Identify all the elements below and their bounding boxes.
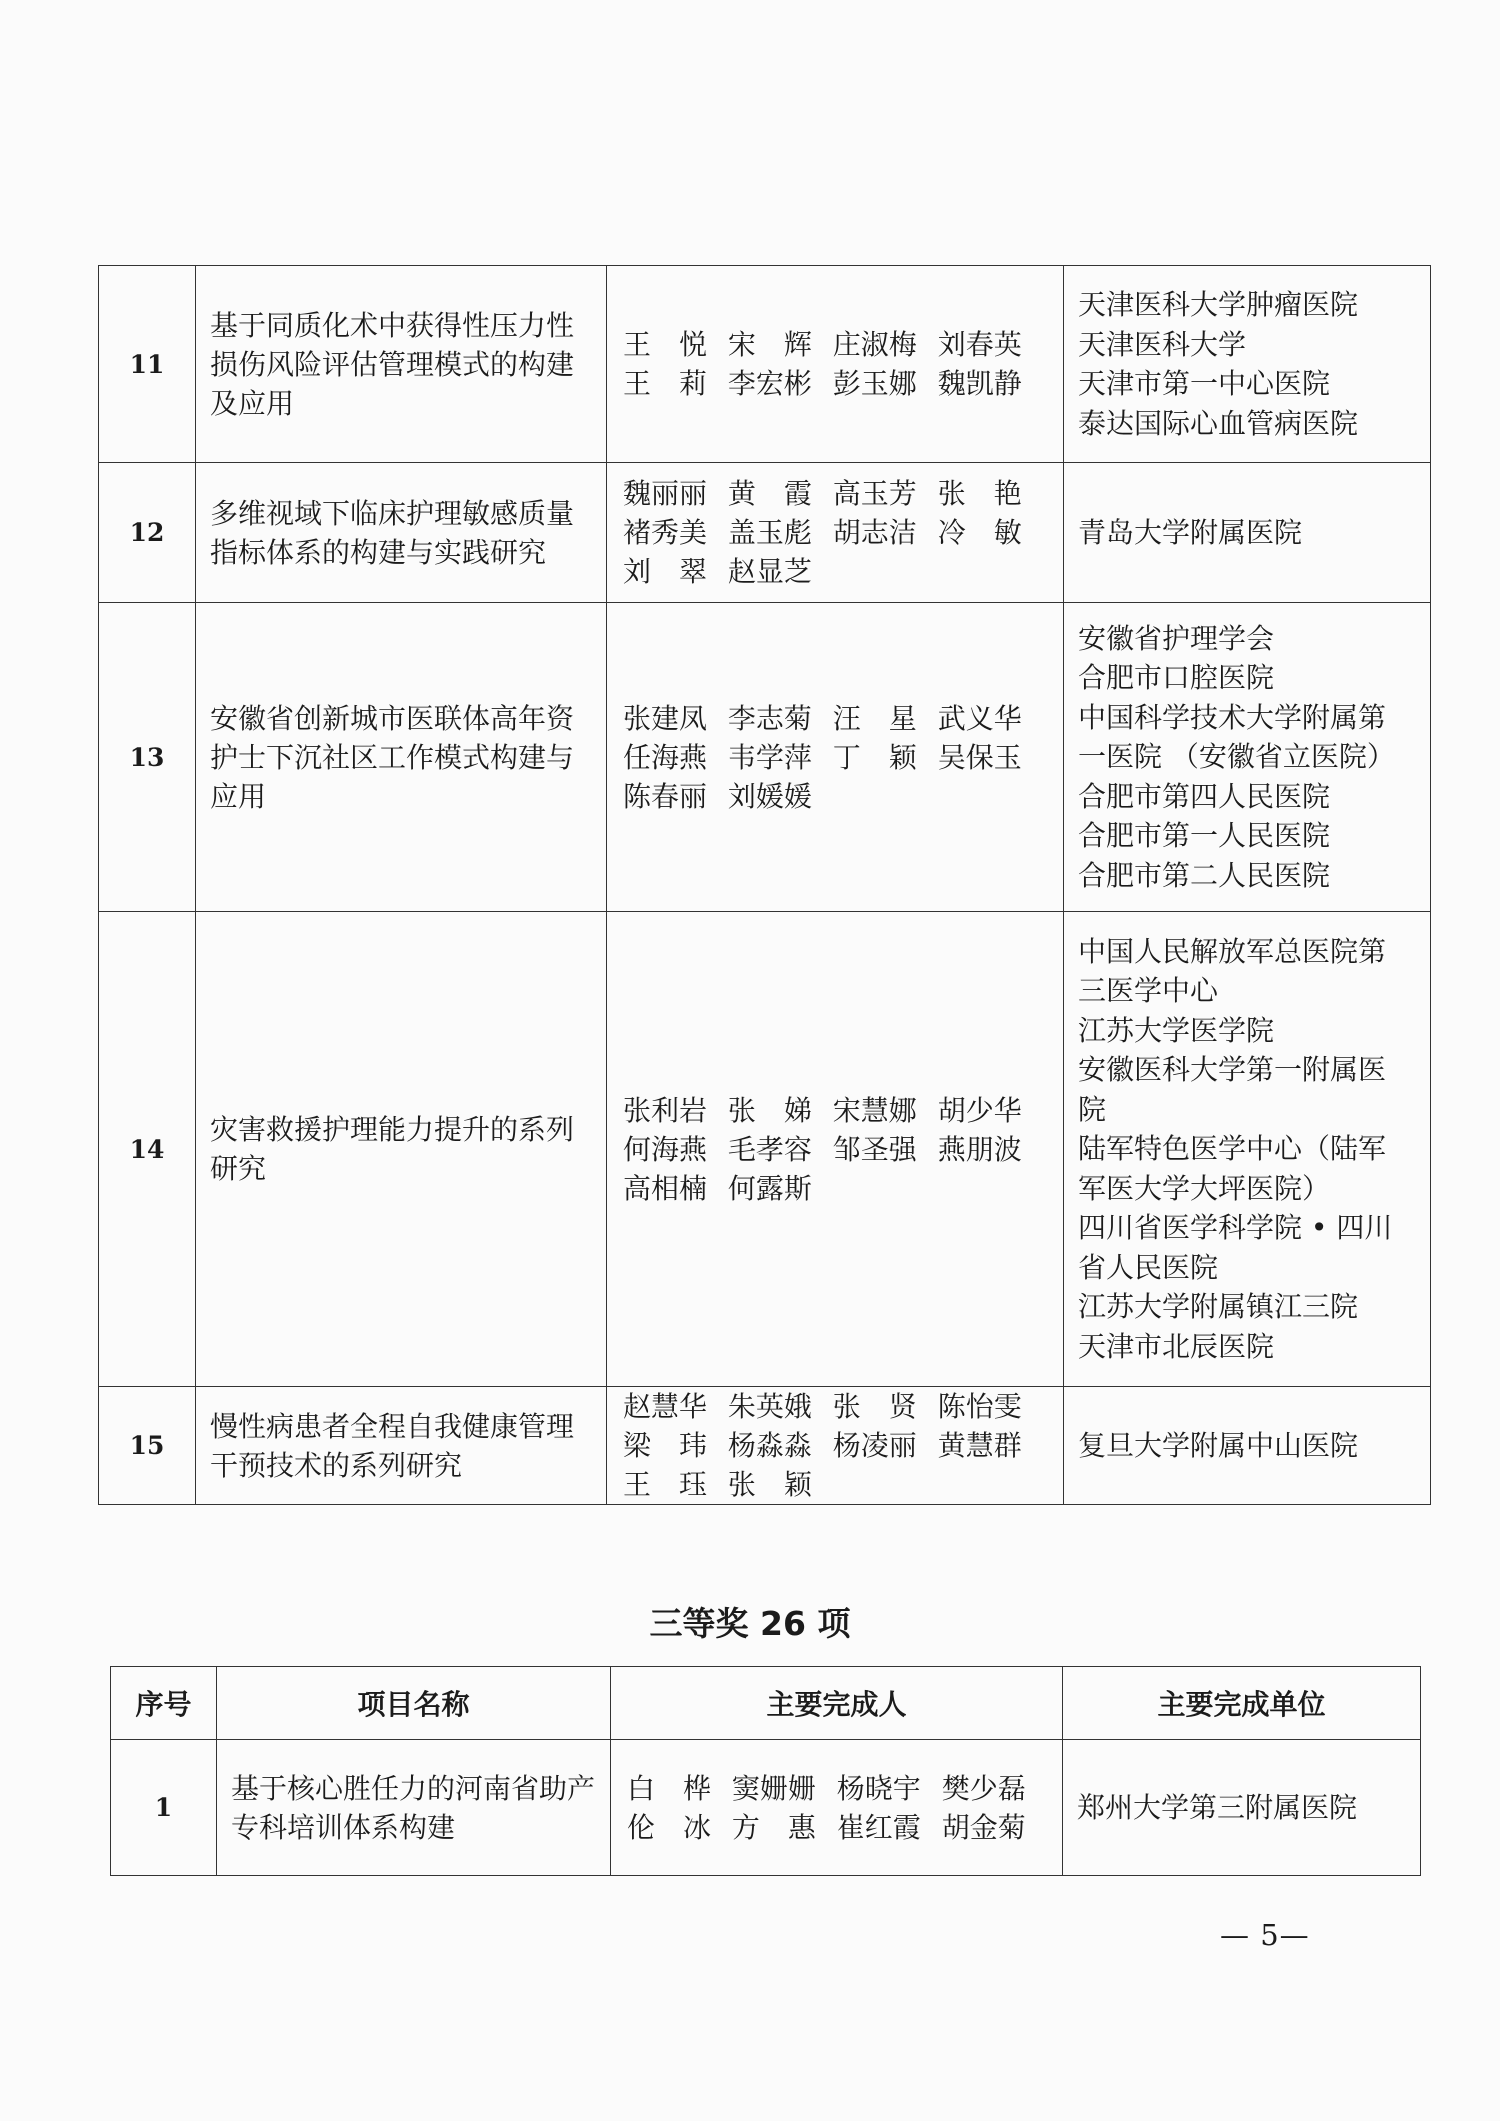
completers-line: 王 莉 李宏彬 彭玉娜 魏凯静 [623, 367, 1022, 400]
completers-line: 张利岩 张 娣 宋慧娜 胡少华 [623, 1093, 1022, 1127]
unit-line: 合肥市第一人民医院 [1078, 819, 1331, 853]
completers-line: 任海燕 韦学萍 丁 颖 吴保玉 [623, 740, 1022, 774]
completers-line: 白 桦 窦姗姗 杨晓宇 樊少磊 [627, 1771, 1026, 1805]
completers [607, 463, 1064, 603]
unit-line: 安徽医科大学第一附属医 [1078, 1053, 1387, 1087]
project-name: 灾害救援护理能力提升的系列研究 [196, 912, 607, 1387]
units [1064, 463, 1431, 603]
table-header-row [111, 1667, 1421, 1740]
completers-line: 陈春丽 刘媛媛 [623, 779, 812, 813]
completers-line: 何海燕 毛孝容 邹圣强 燕朋波 [623, 1132, 1022, 1166]
table-row [111, 1740, 1421, 1876]
project-name: 基于核心胜任力的河南省助产专科培训体系构建 [217, 1740, 611, 1876]
table-row [99, 266, 1431, 463]
row-number: 14 [99, 912, 196, 1387]
completers-line: 刘 翠 赵显芝 [623, 555, 812, 588]
completers [607, 603, 1064, 912]
unit-line: 天津市第一中心医院 [1078, 367, 1331, 400]
table-row [99, 912, 1431, 1387]
completers [607, 912, 1064, 1387]
page-number: — 5— [1220, 1918, 1310, 1952]
unit-line: 泰达国际心血管病医院 [1078, 406, 1359, 440]
row-number: 12 [99, 463, 196, 603]
unit-line: 安徽省护理学会 [1078, 621, 1275, 655]
unit-line: 天津市北辰医院 [1078, 1329, 1275, 1363]
unit-line: 江苏大学附属镇江三院 [1078, 1290, 1359, 1324]
units [1064, 1387, 1431, 1505]
completers-line: 梁 玮 杨淼淼 杨凌丽 黄慧群 [623, 1429, 1022, 1462]
unit-line: 陆军特色医学中心（陆军 [1078, 1132, 1387, 1166]
header-completers: 主要完成人 [611, 1667, 1063, 1740]
table-row [99, 1387, 1431, 1505]
header-units: 主要完成单位 [1063, 1667, 1421, 1740]
unit-line: 天津医科大学肿瘤医院 [1078, 288, 1359, 321]
completers-line: 赵慧华 朱英娥 张 贤 陈怡雯 [623, 1390, 1022, 1423]
unit-line: 天津医科大学 [1078, 327, 1247, 361]
unit-line: 复旦大学附属中山医院 [1078, 1428, 1359, 1462]
project-name: 安徽省创新城市医联体高年资护士下沉社区工作模式构建与应用 [196, 603, 607, 912]
completers-line: 魏丽丽 黄 霞 高玉芳 张 艳 [623, 477, 1022, 510]
completers-line: 王 珏 张 颖 [623, 1468, 812, 1501]
unit-line: 四川省医学科学院 • 四川 [1078, 1211, 1393, 1245]
row-number: 15 [99, 1387, 196, 1505]
unit-line: 三医学中心 [1078, 974, 1219, 1008]
row-number: 11 [99, 266, 196, 463]
project-name: 慢性病患者全程自我健康管理干预技术的系列研究 [196, 1387, 607, 1505]
units [1063, 1740, 1421, 1876]
project-name: 多维视域下临床护理敏感质量指标体系的构建与实践研究 [196, 463, 607, 603]
second-prize-table [98, 265, 1431, 1505]
completers [611, 1740, 1063, 1876]
units [1064, 266, 1431, 463]
unit-line: 军医大学大坪医院） [1078, 1171, 1331, 1205]
completers-line: 王 悦 宋 辉 庄淑梅 刘春英 [623, 328, 1022, 361]
completers-line: 张建凤 李志菊 汪 星 武义华 [623, 701, 1022, 735]
units [1064, 603, 1431, 912]
unit-line: 中国科学技术大学附属第 [1078, 700, 1387, 734]
unit-line: 中国人民解放军总医院第 [1078, 934, 1387, 968]
row-number: 1 [111, 1740, 217, 1876]
header-project-name: 项目名称 [217, 1667, 611, 1740]
unit-line: 青岛大学附属医院 [1078, 515, 1303, 549]
unit-line: 合肥市口腔医院 [1078, 661, 1275, 695]
table-row [99, 603, 1431, 912]
unit-line: 郑州大学第三附属医院 [1077, 1790, 1358, 1824]
header-number: 序号 [111, 1667, 217, 1740]
unit-line: 院 [1078, 1092, 1107, 1126]
units [1064, 912, 1431, 1387]
unit-line: 合肥市第四人民医院 [1078, 779, 1331, 813]
completers [607, 1387, 1064, 1505]
row-number: 13 [99, 603, 196, 912]
completers-line: 褚秀美 盖玉彪 胡志洁 冷 敏 [623, 516, 1022, 549]
project-name: 基于同质化术中获得性压力性损伤风险评估管理模式的构建及应用 [196, 266, 607, 463]
third-prize-heading: 三等奖 26 项 [649, 1604, 851, 1643]
table-row [99, 463, 1431, 603]
completers-line: 伦 冰 方 惠 崔红霞 胡金菊 [627, 1810, 1026, 1844]
unit-line: 合肥市第二人民医院 [1078, 858, 1331, 892]
third-prize-table [110, 1666, 1421, 1876]
completers [607, 266, 1064, 463]
unit-line: 江苏大学医学院 [1078, 1013, 1275, 1047]
completers-line: 高相楠 何露斯 [623, 1171, 812, 1205]
unit-line: 省人民医院 [1078, 1250, 1219, 1284]
unit-line: 一医院 （安徽省立医院） [1078, 740, 1395, 774]
